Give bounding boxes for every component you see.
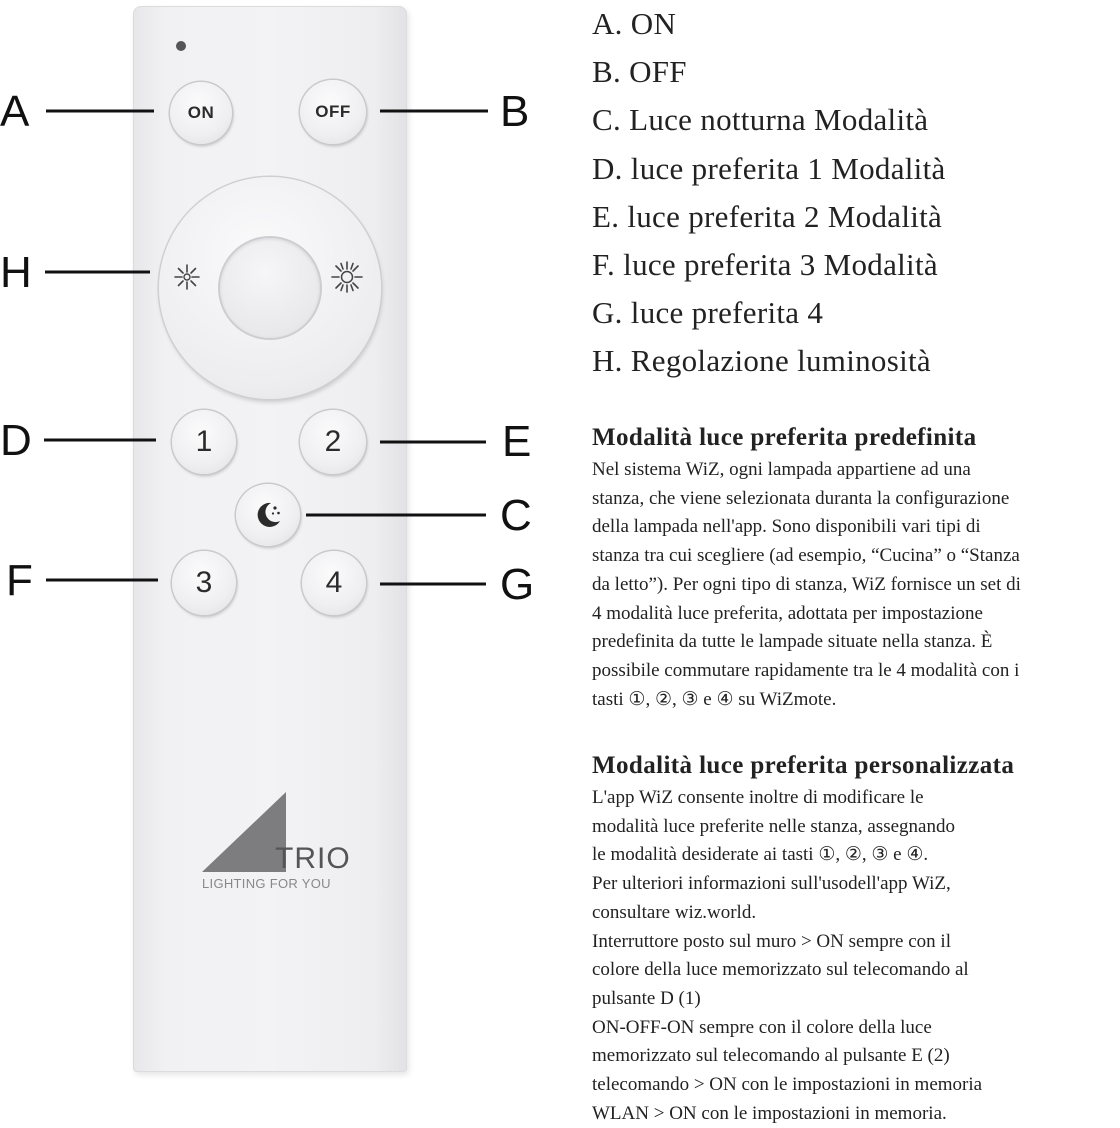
- callout-e: E: [502, 417, 532, 466]
- callout-f: F: [6, 556, 33, 605]
- legend-item: B. OFF: [592, 54, 687, 90]
- favorite-1-button[interactable]: 1: [172, 410, 236, 474]
- off-button[interactable]: OFF: [300, 80, 366, 144]
- paragraph-line: telecomando > ON con le impostazioni in memoria: [592, 1074, 983, 1096]
- paragraph-line: memorizzato sul telecomando al pulsante E (2): [592, 1045, 950, 1067]
- section-title-custom-modes: Modalità luce preferita personalizzata: [592, 752, 1015, 779]
- paragraph-line: ON-OFF-ON sempre con il colore della luce: [592, 1016, 932, 1038]
- on-button[interactable]: ON: [170, 82, 232, 144]
- paragraph-line: L'app WiZ consente inoltre di modificare le: [592, 787, 924, 808]
- callout-g: G: [500, 560, 535, 609]
- favorite-4-button[interactable]: 4: [302, 551, 366, 615]
- paragraph-line: WLAN > ON con le impostazioni in memoria.: [592, 1102, 947, 1124]
- callout-b: B: [500, 87, 530, 136]
- favorite-2-button[interactable]: 2: [300, 410, 366, 474]
- paragraph-line: predefinita da tutte le lampade situate nella stanza. È: [592, 631, 993, 653]
- paragraph-line: Interruttore posto sul muro > ON sempre con il: [592, 930, 951, 952]
- paragraph-line: consultare wiz.world.: [592, 901, 757, 923]
- brand-tagline: LIGHTING FOR YOU: [202, 876, 331, 891]
- callout-h: H: [0, 248, 32, 297]
- legend-item: E. luce preferita 2 Modalità: [592, 198, 943, 234]
- paragraph-line: pulsante D (1): [592, 987, 701, 1009]
- callout-a: A: [0, 87, 30, 136]
- paragraph-line: modalità luce preferite nelle stanza, assegnando: [592, 815, 955, 837]
- paragraph-line: possibile commutare rapidamente tra le 4 modalità con i: [592, 659, 1020, 681]
- paragraph-line: stanza tra cui scegliere (ad esempio, “Cucina” o “Stanza: [592, 545, 1020, 567]
- legend-item: F. luce preferita 3 Modalità: [592, 247, 938, 283]
- callout-lines: [0, 0, 560, 1126]
- brand-name: TRIO: [275, 842, 351, 875]
- paragraph-line: da letto”). Per ogni tipo di stanza, WiZ fornisce un set di: [592, 573, 1021, 595]
- legend-item: H. Regolazione luminosità: [592, 343, 931, 379]
- paragraph-line: 4 modalità luce preferita, adottata per impostazione: [592, 602, 983, 624]
- legend-item: D. luce preferita 1 Modalità: [592, 150, 946, 186]
- remote-illustration: [0, 0, 560, 1126]
- callout-d: D: [0, 416, 32, 465]
- callout-c: C: [500, 491, 532, 540]
- button-legend: [592, 0, 946, 386]
- paragraph-line: le modalità desiderate ai tasti ①, ②, ③ e ④.: [592, 844, 929, 866]
- legend-item: C. Luce notturna Modalità: [592, 102, 929, 138]
- favorite-3-button[interactable]: 3: [172, 551, 236, 615]
- paragraph-line: Nel sistema WiZ, ogni lampada appartiene ad una: [592, 459, 971, 480]
- section-body-custom-modes: [592, 784, 982, 1128]
- paragraph-line: della lampada nell'app. Sono disponibili vari tipi di: [592, 516, 981, 538]
- section-title-default-modes: Modalità luce preferita predefinita: [592, 424, 977, 451]
- paragraph-line: colore della luce memorizzato sul telecomando al: [592, 959, 969, 981]
- paragraph-line: tasti ①, ②, ③ e ④ su WiZmote.: [592, 688, 837, 710]
- paragraph-line: Per ulteriori informazioni sull'usodell'app WiZ,: [592, 873, 951, 895]
- legend-item: G. luce preferita 4: [592, 295, 824, 331]
- section-body-default-modes: [592, 456, 1021, 714]
- paragraph-line: stanza, che viene selezionata duranta la configurazione: [592, 487, 1010, 509]
- legend-item: A. ON: [592, 6, 677, 41]
